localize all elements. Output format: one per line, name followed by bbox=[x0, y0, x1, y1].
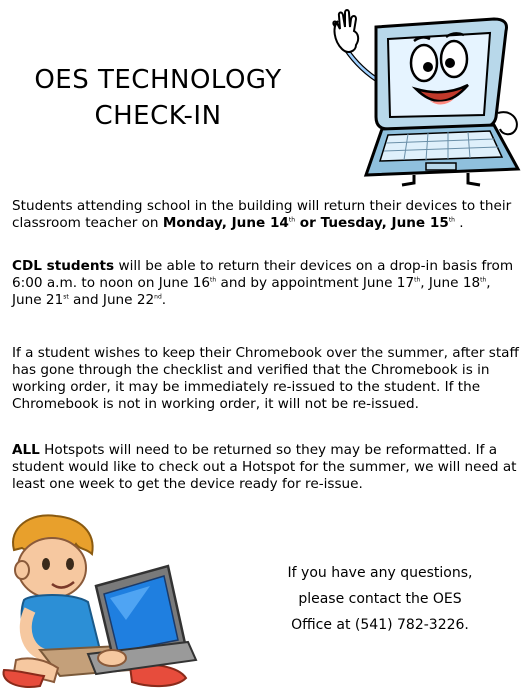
contact-line-2: please contact the OES bbox=[298, 591, 462, 607]
paragraph-cdl-students bbox=[12, 258, 524, 309]
p2-s4: st bbox=[63, 293, 69, 301]
waving-laptop-illustration bbox=[318, 5, 524, 189]
p1-day1: Monday, June 14 bbox=[162, 215, 289, 231]
p1-day2-sup: th bbox=[448, 216, 455, 224]
title-line-1: OES TECHNOLOGY bbox=[34, 65, 282, 95]
p2-t3: , June 18 bbox=[420, 275, 481, 291]
p2-t2: and by appointment June 17 bbox=[216, 275, 415, 291]
paragraph-summer-chromebook: If a student wishes to keep their Chromebook over the summer, after staff has gone through the checklist and verified that the Chromebook is in working order, it may be immediately re-issued to the student. If the Chromebook is not in working order, it will not be re-issued. bbox=[12, 345, 519, 412]
p2-lead: CDL students bbox=[12, 258, 115, 274]
p2-s5: nd bbox=[154, 293, 162, 301]
boy-with-laptop-illustration bbox=[0, 510, 200, 694]
p4-lead: ALL bbox=[12, 442, 40, 458]
title-line-2: CHECK-IN bbox=[94, 101, 222, 131]
contact-line-3: Office at (541) 782-3226. bbox=[291, 617, 469, 633]
p1-day2: Tuesday, June 15 bbox=[320, 215, 449, 231]
p2-t1: will be able to return their devices on a drop-in basis from 6:00 a.m. to noon on June 16 bbox=[12, 258, 514, 291]
p2-t6: . bbox=[161, 292, 167, 308]
page-title bbox=[8, 62, 308, 134]
contact-line-1: If you have any questions, bbox=[287, 565, 473, 581]
p2-s2: th bbox=[414, 276, 421, 284]
p1-end: . bbox=[454, 215, 464, 231]
p1-or: or bbox=[295, 215, 321, 231]
paragraph-return-schedule bbox=[12, 198, 524, 232]
p2-t5: and June 22 bbox=[68, 292, 155, 308]
p2-s1: th bbox=[210, 276, 217, 284]
p1-day1-sup: th bbox=[288, 216, 296, 224]
contact-info bbox=[272, 560, 488, 638]
paragraph-hotspots bbox=[12, 442, 524, 493]
p2-s3: th bbox=[480, 276, 487, 284]
p1-text: Students attending school in the building will return their devices to their classroom teacher on bbox=[12, 198, 512, 231]
p4-text: Hotspots will need to be returned so they may be reformatted. If a student would like to check out a Hotspot for the summer, we will need at least one week to get the device ready for re-issue. bbox=[12, 442, 517, 492]
p2-t4: , June 21 bbox=[12, 275, 491, 308]
